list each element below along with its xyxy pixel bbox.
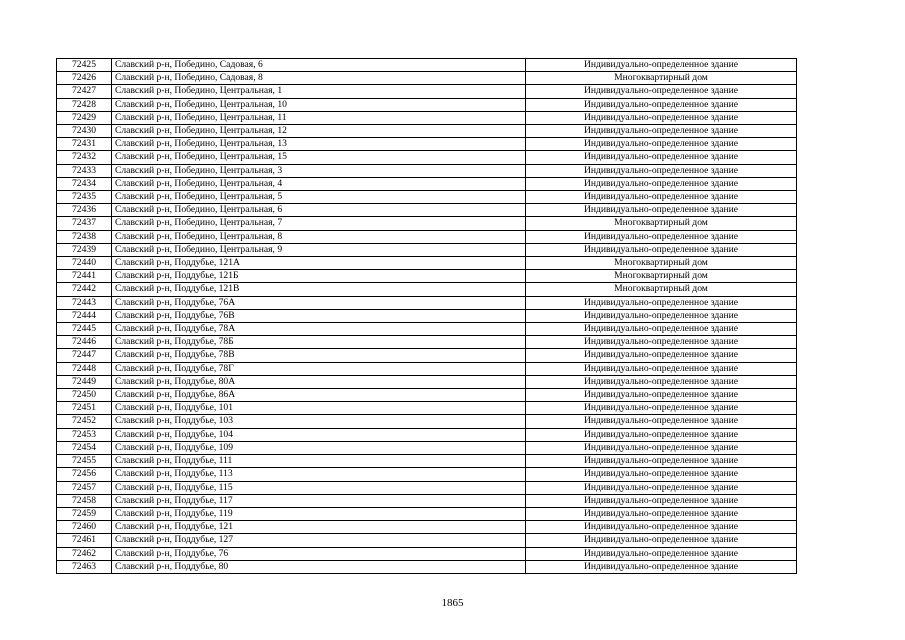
table-row [57, 164, 797, 177]
table-row [57, 98, 797, 111]
table-row [57, 349, 797, 362]
building-type-cell: Индивидуально-определенное здание [526, 191, 797, 204]
address-cell: Славский р-н, Поддубье, 111 [112, 455, 526, 468]
building-type-cell: Индивидуально-определенное здание [526, 309, 797, 322]
address-cell: Славский р-н, Поддубье, 76 [112, 547, 526, 560]
address-cell: Славский р-н, Поддубье, 121В [112, 283, 526, 296]
address-cell: Славский р-н, Победино, Центральная, 5 [112, 191, 526, 204]
row-number: 72450 [57, 389, 112, 402]
building-type-cell: Индивидуально-определенное здание [526, 481, 797, 494]
table-row [57, 455, 797, 468]
address-cell: Славский р-н, Победино, Садовая, 6 [112, 59, 526, 72]
table-row [57, 375, 797, 388]
table-row [57, 283, 797, 296]
table-row [57, 85, 797, 98]
row-number: 72437 [57, 217, 112, 230]
address-cell: Славский р-н, Победино, Центральная, 15 [112, 151, 526, 164]
building-type-cell: Многоквартирный дом [526, 217, 797, 230]
row-number: 72448 [57, 362, 112, 375]
building-type-cell: Индивидуально-определенное здание [526, 98, 797, 111]
row-number: 72442 [57, 283, 112, 296]
row-number: 72453 [57, 428, 112, 441]
table-row [57, 151, 797, 164]
row-number: 72454 [57, 441, 112, 454]
row-number: 72463 [57, 560, 112, 573]
building-type-cell: Индивидуально-определенное здание [526, 468, 797, 481]
row-number: 72429 [57, 111, 112, 124]
row-number: 72430 [57, 125, 112, 138]
table-row [57, 191, 797, 204]
building-type-cell: Индивидуально-определенное здание [526, 111, 797, 124]
building-type-cell: Многоквартирный дом [526, 72, 797, 85]
row-number: 72460 [57, 521, 112, 534]
address-cell: Славский р-н, Поддубье, 113 [112, 468, 526, 481]
table-row [57, 125, 797, 138]
address-cell: Славский р-н, Победино, Центральная, 8 [112, 230, 526, 243]
row-number: 72431 [57, 138, 112, 151]
table-row [57, 59, 797, 72]
building-type-cell: Индивидуально-определенное здание [526, 375, 797, 388]
address-cell: Славский р-н, Победино, Центральная, 4 [112, 177, 526, 190]
table-row [57, 441, 797, 454]
table-row [57, 481, 797, 494]
table-row [57, 217, 797, 230]
table-row [57, 230, 797, 243]
building-type-cell: Индивидуально-определенное здание [526, 428, 797, 441]
building-type-cell: Индивидуально-определенное здание [526, 230, 797, 243]
row-number: 72435 [57, 191, 112, 204]
row-number: 72458 [57, 494, 112, 507]
row-number: 72436 [57, 204, 112, 217]
table-row [57, 415, 797, 428]
table-row [57, 257, 797, 270]
address-cell: Славский р-н, Поддубье, 76А [112, 296, 526, 309]
address-cell: Славский р-н, Поддубье, 78Г [112, 362, 526, 375]
building-type-cell: Индивидуально-определенное здание [526, 494, 797, 507]
address-cell: Славский р-н, Победино, Центральная, 7 [112, 217, 526, 230]
table-row [57, 362, 797, 375]
building-type-cell: Индивидуально-определенное здание [526, 85, 797, 98]
table-row [57, 534, 797, 547]
row-number: 72440 [57, 257, 112, 270]
row-number: 72449 [57, 375, 112, 388]
building-type-cell: Индивидуально-определенное здание [526, 243, 797, 256]
row-number: 72457 [57, 481, 112, 494]
address-cell: Славский р-н, Поддубье, 121А [112, 257, 526, 270]
building-type-cell: Индивидуально-определенное здание [526, 441, 797, 454]
address-cell: Славский р-н, Победино, Центральная, 1 [112, 85, 526, 98]
address-cell: Славский р-н, Поддубье, 80 [112, 560, 526, 573]
address-cell: Славский р-н, Победино, Центральная, 6 [112, 204, 526, 217]
table-row [57, 468, 797, 481]
row-number: 72445 [57, 323, 112, 336]
row-number: 72444 [57, 309, 112, 322]
row-number: 72461 [57, 534, 112, 547]
address-cell: Славский р-н, Поддубье, 103 [112, 415, 526, 428]
row-number: 72455 [57, 455, 112, 468]
row-number: 72446 [57, 336, 112, 349]
building-type-cell: Индивидуально-определенное здание [526, 560, 797, 573]
address-cell: Славский р-н, Поддубье, 104 [112, 428, 526, 441]
address-cell: Славский р-н, Поддубье, 127 [112, 534, 526, 547]
table-row [57, 309, 797, 322]
row-number: 72438 [57, 230, 112, 243]
address-cell: Славский р-н, Победино, Центральная, 13 [112, 138, 526, 151]
building-type-cell: Многоквартирный дом [526, 257, 797, 270]
table-row [57, 296, 797, 309]
address-cell: Славский р-н, Поддубье, 78А [112, 323, 526, 336]
address-cell: Славский р-н, Поддубье, 121Б [112, 270, 526, 283]
building-type-cell: Индивидуально-определенное здание [526, 336, 797, 349]
building-type-cell: Многоквартирный дом [526, 283, 797, 296]
address-cell: Славский р-н, Поддубье, 119 [112, 507, 526, 520]
address-cell: Славский р-н, Победино, Центральная, 9 [112, 243, 526, 256]
building-type-cell: Индивидуально-определенное здание [526, 151, 797, 164]
address-cell: Славский р-н, Поддубье, 115 [112, 481, 526, 494]
row-number: 72462 [57, 547, 112, 560]
table-row [57, 323, 797, 336]
address-cell: Славский р-н, Поддубье, 86А [112, 389, 526, 402]
table-row [57, 547, 797, 560]
address-cell: Славский р-н, Поддубье, 80А [112, 375, 526, 388]
building-type-cell: Индивидуально-определенное здание [526, 362, 797, 375]
row-number: 72425 [57, 59, 112, 72]
row-number: 72426 [57, 72, 112, 85]
building-type-cell: Индивидуально-определенное здание [526, 204, 797, 217]
page-number: 1865 [441, 597, 464, 609]
building-type-cell: Индивидуально-определенное здание [526, 349, 797, 362]
address-cell: Славский р-н, Победино, Центральная, 3 [112, 164, 526, 177]
building-type-cell: Многоквартирный дом [526, 270, 797, 283]
address-cell: Славский р-н, Поддубье, 117 [112, 494, 526, 507]
building-type-cell: Индивидуально-определенное здание [526, 323, 797, 336]
address-cell: Славский р-н, Поддубье, 109 [112, 441, 526, 454]
table-row [57, 336, 797, 349]
row-number: 72456 [57, 468, 112, 481]
building-type-cell: Индивидуально-определенное здание [526, 177, 797, 190]
address-cell: Славский р-н, Поддубье, 76В [112, 309, 526, 322]
row-number: 72428 [57, 98, 112, 111]
building-type-cell: Индивидуально-определенное здание [526, 547, 797, 560]
table-row [57, 138, 797, 151]
building-type-cell: Индивидуально-определенное здание [526, 296, 797, 309]
building-type-cell: Индивидуально-определенное здание [526, 389, 797, 402]
row-number: 72447 [57, 349, 112, 362]
address-cell: Славский р-н, Победино, Центральная, 11 [112, 111, 526, 124]
row-number: 72434 [57, 177, 112, 190]
building-type-cell: Индивидуально-определенное здание [526, 138, 797, 151]
row-number: 72433 [57, 164, 112, 177]
table-row [57, 204, 797, 217]
row-number: 72427 [57, 85, 112, 98]
row-number: 72439 [57, 243, 112, 256]
address-cell: Славский р-н, Поддубье, 101 [112, 402, 526, 415]
table-row [57, 177, 797, 190]
building-type-cell: Индивидуально-определенное здание [526, 521, 797, 534]
table-row [57, 270, 797, 283]
row-number: 72443 [57, 296, 112, 309]
building-type-cell: Индивидуально-определенное здание [526, 415, 797, 428]
table-row [57, 72, 797, 85]
table-row [57, 243, 797, 256]
address-cell: Славский р-н, Поддубье, 121 [112, 521, 526, 534]
building-type-cell: Индивидуально-определенное здание [526, 125, 797, 138]
address-cell: Славский р-н, Победино, Садовая, 8 [112, 72, 526, 85]
table-row [57, 494, 797, 507]
row-number: 72432 [57, 151, 112, 164]
property-register-table [56, 58, 797, 574]
building-type-cell: Индивидуально-определенное здание [526, 164, 797, 177]
table-row [57, 428, 797, 441]
table-body [57, 59, 797, 574]
table-row [57, 560, 797, 573]
building-type-cell: Индивидуально-определенное здание [526, 455, 797, 468]
table-row [57, 402, 797, 415]
table-row [57, 521, 797, 534]
row-number: 72459 [57, 507, 112, 520]
building-type-cell: Индивидуально-определенное здание [526, 507, 797, 520]
building-type-cell: Индивидуально-определенное здание [526, 402, 797, 415]
table-row [57, 389, 797, 402]
address-cell: Славский р-н, Победино, Центральная, 12 [112, 125, 526, 138]
address-cell: Славский р-н, Победино, Центральная, 10 [112, 98, 526, 111]
row-number: 72452 [57, 415, 112, 428]
address-cell: Славский р-н, Поддубье, 78В [112, 349, 526, 362]
building-type-cell: Индивидуально-определенное здание [526, 59, 797, 72]
table-row [57, 111, 797, 124]
table-row [57, 507, 797, 520]
row-number: 72451 [57, 402, 112, 415]
building-type-cell: Индивидуально-определенное здание [526, 534, 797, 547]
address-cell: Славский р-н, Поддубье, 78Б [112, 336, 526, 349]
row-number: 72441 [57, 270, 112, 283]
